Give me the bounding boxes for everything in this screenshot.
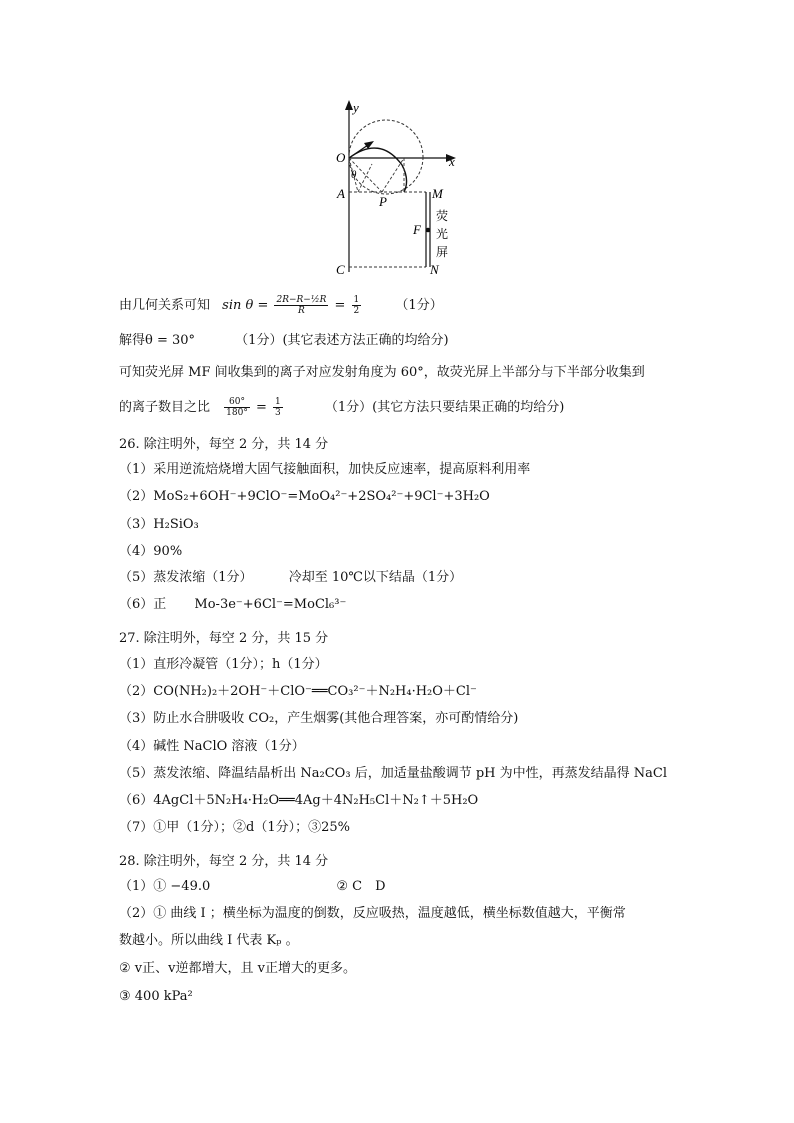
- ion-line-1: 可知荧光屏 MF 间收集到的离子对应发射角度为 60°，故荧光屏上半部分与下半部分收集到: [119, 365, 645, 380]
- point-p-label: P: [379, 194, 387, 209]
- q28-answer-1: [119, 878, 386, 896]
- ion-equals: =: [255, 400, 267, 415]
- q27-answer-7: （7）①甲（1分）；②d（1分）；③25%: [119, 820, 351, 835]
- ion-ratio-fraction: $\frac{1}{3}$: [275, 397, 281, 418]
- q27-answer-1: （1）直形冷凝管（1分）；h（1分）: [119, 657, 328, 672]
- geometry-fraction: $\frac{\text{2R−R−½R}}{R}$: [276, 295, 327, 316]
- point-n-label: N: [430, 262, 439, 277]
- screen-char-2: 光: [436, 227, 449, 241]
- equals-sign: =: [334, 298, 346, 313]
- q26-answer-3: （3）H₂SiO₃: [119, 517, 199, 532]
- point-f-label: F: [413, 222, 421, 237]
- screen-char-3: 屏: [436, 245, 449, 259]
- solve-score: （1分）(其它表述方法正确的均给分): [235, 333, 449, 348]
- q26-header: 26. 除注明外，每空 2 分，共 14 分: [119, 437, 329, 452]
- point-c-label: C: [336, 262, 345, 277]
- geometry-score: （1分）: [395, 298, 443, 313]
- q26-answer-1: （1）采用逆流焙烧增大固气接触面积，加快反应速率，提高原料利用率: [119, 462, 531, 477]
- q26-answer-5a: （5）蒸发浓缩（1分）: [119, 570, 253, 585]
- q28-answer-2-line1: （2）① 曲线 I ；横坐标为温度的倒数，反应吸热，温度越低，横坐标数值越大，平衡常: [119, 906, 626, 921]
- q28-header: 28. 除注明外，每空 2 分，共 14 分: [119, 854, 329, 869]
- q27-answer-3: （3）防止水合肼吸收 CO₂，产生烟雾(其他合理答案，亦可酌情给分): [119, 711, 519, 726]
- half-fraction: $\frac{1}{2}$: [353, 295, 360, 316]
- q26-answer-6a: （6）正: [119, 597, 167, 612]
- q26-answer-6b: Mo-3e⁻+6Cl⁻=MoCl₆³⁻: [194, 597, 347, 612]
- q26-answer-4: （4）90%: [119, 544, 183, 559]
- y-axis-label: y: [353, 100, 359, 115]
- q28-answer-1b: ② C D: [336, 879, 386, 894]
- origin-label: O: [336, 150, 346, 165]
- q28-answer-2-line2: 数越小。所以曲线 I 代表 Kₚ 。: [119, 933, 299, 948]
- q28-answer-1a: （1）① −49.0: [119, 879, 211, 894]
- sin-theta: sin θ =: [222, 298, 269, 313]
- q27-header: 27. 除注明外，每空 2 分，共 15 分: [119, 631, 329, 646]
- ion-angle-fraction: $\frac{60^\circ}{180^\circ}$: [226, 397, 248, 418]
- q28-answer-2-part2: ② v正、v逆都增大，且 v正增大的更多。: [119, 961, 356, 976]
- ion-ratio-prefix: 的离子数目之比: [119, 400, 211, 415]
- point-a-label: A: [337, 186, 345, 201]
- q27-answer-6: （6）4AgCl＋5N₂H₄·H₂O══4Ag＋4N₂H₅Cl＋N₂↑＋5H₂O: [119, 793, 479, 808]
- q26-answer-5: [119, 569, 462, 587]
- q27-answer-4: （4）碱性 NaClO 溶液（1分）: [119, 739, 305, 754]
- ion-score: （1分）(其它方法只要结果正确的均给分): [324, 400, 565, 415]
- q28-answer-2-part3: ③ 400 kPa²: [119, 989, 193, 1004]
- solve-line: [119, 332, 449, 350]
- x-axis-label: x: [449, 154, 455, 169]
- geometry-prefix: 由几何关系可知: [119, 298, 211, 313]
- point-m-label: M: [432, 186, 443, 201]
- ion-ratio-line: [119, 397, 564, 418]
- q27-answer-2: （2）CO(NH₂)₂＋2OH⁻＋ClO⁻══CO₃²⁻＋N₂H₄·H₂O＋Cl⁻: [119, 684, 477, 699]
- theta-label: θ: [351, 169, 357, 181]
- physics-diagram: [0, 0, 794, 300]
- q26-answer-6: [119, 596, 346, 614]
- q26-answer-5b: 冷却至 10℃以下结晶（1分）: [288, 570, 463, 585]
- q26-answer-2: （2）MoS₂+6OH⁻+9ClO⁻=MoO₄²⁻+2SO₄²⁻+9Cl⁻+3H₂O: [119, 489, 490, 504]
- screen-char-1: 荧: [436, 209, 449, 223]
- geometry-relation: [119, 295, 443, 316]
- q27-answer-5: （5）蒸发浓缩、降温结晶析出 Na₂CO₃ 后，加适量盐酸调节 pH 为中性，再蒸发结晶得 NaCl: [119, 766, 667, 781]
- solve-text: 解得θ = 30°: [119, 333, 196, 348]
